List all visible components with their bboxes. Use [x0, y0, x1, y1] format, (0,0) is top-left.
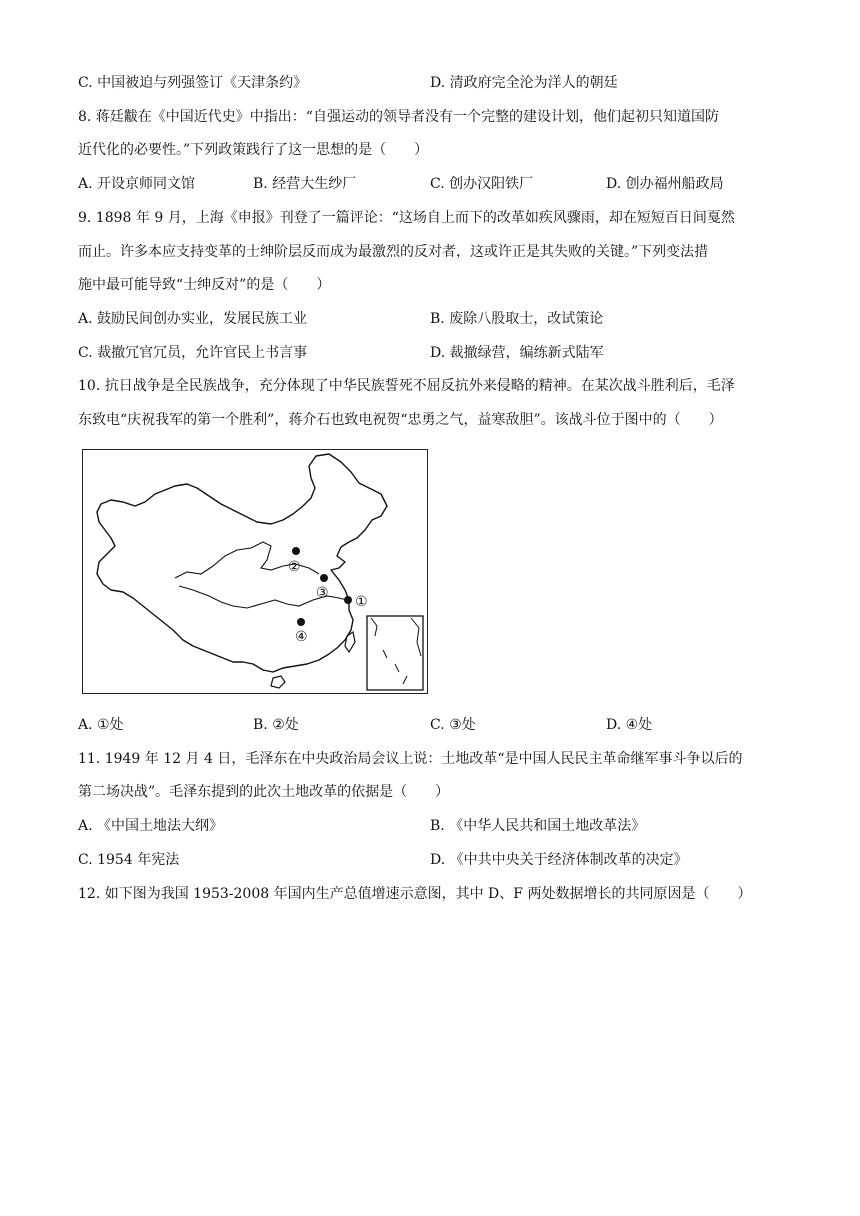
q11-option-a: A. 《中国土地法大纲》 [78, 818, 224, 834]
china-map-svg [83, 450, 426, 692]
q11-option-b: B. 《中华人民共和国土地改革法》 [430, 818, 646, 834]
location-3-label: ③ [316, 585, 329, 601]
location-3-dot [320, 574, 328, 582]
china-outline [97, 454, 387, 672]
q10-option-c: C. ③处 [430, 717, 476, 733]
q11-stem-line1: 11. 1949 年 12 月 4 日，毛泽东在中央政治局会议上说：土地改革“是中国人民民主革命继军事斗争以后的 [78, 751, 743, 767]
q8-option-c: C. 创办汉阳铁厂 [430, 176, 534, 192]
location-4-dot [297, 618, 305, 626]
q8-option-d: D. 创办福州船政局 [606, 176, 724, 192]
location-1-label: ① [355, 594, 368, 610]
q11-option-d: D. 《中共中央关于经济体制改革的决定》 [430, 852, 688, 868]
q11-stem-line2: 第二场决战”。毛泽东提到的此次土地改革的依据是（ ） [78, 784, 450, 800]
south-china-sea-inset [367, 616, 423, 690]
taiwan-island [345, 632, 355, 652]
q11-option-c: C. 1954 年宪法 [78, 852, 180, 868]
q9-stem-line2: 而止。许多本应支持变革的士绅阶层反而成为最激烈的反对者，这或许正是其失败的关键。”下列变法措 [78, 244, 709, 260]
q8-stem-line2: 近代化的必要性。”下列政策践行了这一思想的是（ ） [78, 142, 429, 158]
q9-option-c: C. 裁撤冗官冗员，允许官民上书言事 [78, 345, 308, 361]
q8-option-b: B. 经营大生纱厂 [253, 176, 357, 192]
q7-option-c: C. 中国被迫与列强签订《天津条约》 [78, 75, 308, 91]
china-map-figure [82, 449, 428, 694]
q10-option-d: D. ④处 [606, 717, 653, 733]
location-1-dot [344, 596, 352, 604]
location-4-label: ④ [295, 629, 308, 645]
location-2-dot [292, 547, 300, 555]
q12-stem-line1: 12. 如下图为我国 1953-2008 年国内生产总值增速示意图，其中 D、F 两处数据增长的共同原因是（ ） [78, 886, 752, 902]
q9-stem-line3: 施中最可能导致“士绅反对”的是（ ） [78, 277, 331, 293]
q8-option-a: A. 开设京师同文馆 [78, 176, 196, 192]
q8-stem-line1: 8. 蒋廷黻在《中国近代史》中指出：“自强运动的领导者没有一个完整的建设计划，他们起初只知道国防 [78, 109, 719, 125]
q9-stem-line1: 9. 1898 年 9 月，上海《申报》刊登了一篇评论：“这场自上而下的改革如疾风骤雨，却在短短百日间戛然 [78, 210, 735, 226]
q10-stem-line1: 10. 抗日战争是全民族战争，充分体现了中华民族誓死不屈反抗外来侵略的精神。在某次战斗胜利后，毛泽 [78, 378, 735, 394]
q9-option-d: D. 裁撤绿营，编练新式陆军 [430, 345, 604, 361]
q7-option-d: D. 清政府完全沦为洋人的朝廷 [430, 75, 618, 91]
q9-option-b: B. 废除八股取士，改试策论 [430, 311, 604, 327]
location-2-label: ② [288, 559, 301, 575]
q9-option-a: A. 鼓励民间创办实业，发展民族工业 [78, 311, 308, 327]
hainan-island [271, 676, 285, 688]
q10-option-a: A. ①处 [78, 717, 124, 733]
q10-option-b: B. ②处 [253, 717, 299, 733]
q10-stem-line2: 东致电“庆祝我军的第一个胜利”，蒋介石也致电祝贺“忠勇之气，益寒敌胆”。该战斗位于图中的（ ） [78, 412, 723, 428]
